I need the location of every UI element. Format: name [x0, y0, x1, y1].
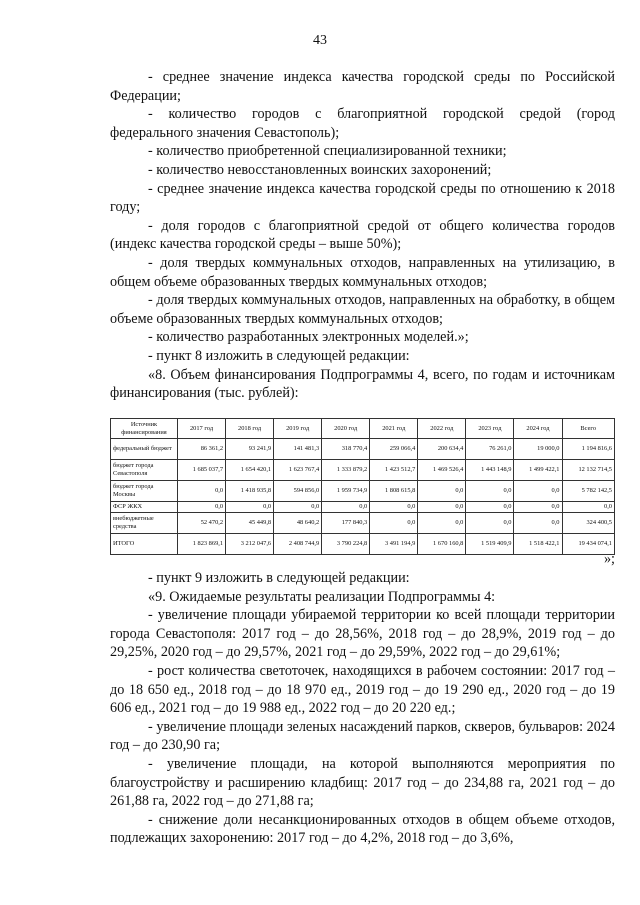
table-cell: 0,0 [178, 481, 226, 502]
table-cell: 1 808 615,8 [370, 481, 418, 502]
table-cell: 0,0 [370, 502, 418, 513]
table-cell: 1 333 879,2 [322, 460, 370, 481]
table-cell: 3 212 047,6 [226, 534, 274, 555]
financing-table [110, 418, 615, 555]
table-cell: 200 634,4 [418, 439, 466, 460]
table-cell: 19 434 074,1 [562, 534, 615, 555]
table-cell: 45 449,8 [226, 513, 274, 534]
paragraph: - рост количества светоточек, находящихся в рабочем состоянии: 2017 год – до 18 650 ед., 2018 год – до 18 970 ед., 2019 год – до 19 290 ед., 2020 год – до 19 606 ед., 2021 год – до 19 988 ед., 2022 год – до 20 220 ед.; [110, 662, 615, 717]
table-cell: 1 823 869,1 [178, 534, 226, 555]
paragraph: - доля твердых коммунальных отходов, направленных на обработку, в общем объеме образованных твердых коммунальных отходов; [110, 292, 615, 327]
table-cell: 3 491 194,9 [370, 534, 418, 555]
table-row-total [111, 534, 615, 555]
table-cell: 0,0 [466, 481, 514, 502]
table-cell: 0,0 [418, 513, 466, 534]
table-cell: 93 241,9 [226, 439, 274, 460]
table-cell: 52 470,2 [178, 513, 226, 534]
table-cell: 1 623 767,4 [274, 460, 322, 481]
table-cell: 1 499 422,1 [514, 460, 562, 481]
table-cell: 0,0 [418, 481, 466, 502]
table-cell: 141 481,3 [274, 439, 322, 460]
header-cell: 2019 год [274, 419, 322, 439]
table-cell: 0,0 [514, 481, 562, 502]
table-cell: 5 782 142,5 [562, 481, 615, 502]
table-row [111, 502, 615, 513]
table-row [111, 513, 615, 534]
table-cell: 0,0 [370, 513, 418, 534]
header-cell: 2020 год [322, 419, 370, 439]
table-cell: 594 856,0 [274, 481, 322, 502]
table-cell: 259 066,4 [370, 439, 418, 460]
table-cell: 0,0 [466, 513, 514, 534]
table-cell: 1 423 512,7 [370, 460, 418, 481]
table-cell: 3 790 224,8 [322, 534, 370, 555]
row-label: ИТОГО [111, 534, 178, 555]
table-cell: 0,0 [274, 502, 322, 513]
header-cell: 2021 год [370, 419, 418, 439]
paragraph: «8. Объем финансирования Подпрограммы 4, всего, по годам и источникам финансирования (тыс. рублей): [110, 366, 615, 402]
quote-end: »; [603, 551, 615, 567]
table-cell: 1 654 420,1 [226, 460, 274, 481]
table-cell: 324 400,5 [562, 513, 615, 534]
header-cell: Всего [562, 419, 615, 439]
header-cell: 2022 год [418, 419, 466, 439]
paragraph: - количество разработанных электронных моделей.»; [148, 329, 469, 346]
header-cell: 2024 год [514, 419, 562, 439]
paragraph: - увеличение площади зеленых насаждений парков, скверов, бульваров: 2024 год – до 230,90 га; [110, 718, 615, 754]
table-cell: 318 770,4 [322, 439, 370, 460]
table-cell: 0,0 [514, 513, 562, 534]
table-header-row [111, 419, 615, 439]
table-cell: 1 670 160,8 [418, 534, 466, 555]
paragraph: «9. Ожидаемые результаты реализации Подпрограммы 4: [148, 588, 496, 605]
paragraph: - количество невосстановленных воинских захоронений; [148, 161, 492, 178]
table-cell: 48 640,2 [274, 513, 322, 534]
table-cell: 0,0 [178, 502, 226, 513]
header-cell: 2018 год [226, 419, 274, 439]
paragraph: - среднее значение индекса качества городской среды по отношению к 2018 году; [110, 180, 615, 216]
header-cell: 2023 год [466, 419, 514, 439]
table-cell: 0,0 [226, 502, 274, 513]
table-cell: 1 685 037,7 [178, 460, 226, 481]
row-label: федеральный бюджет [111, 439, 178, 460]
text-block-top [110, 68, 615, 403]
table-cell: 177 840,3 [322, 513, 370, 534]
header-cell: 2017 год [178, 419, 226, 439]
paragraph: - пункт 8 изложить в следующей редакции: [148, 347, 410, 364]
table-cell: 1 418 935,8 [226, 481, 274, 502]
table-cell: 1 194 816,6 [562, 439, 615, 460]
table-row [111, 460, 615, 481]
page-number: 43 [313, 33, 327, 48]
text-block-bottom [110, 569, 615, 848]
paragraph: - количество городов с благоприятной городской средой (город федерального значения Севастополь); [110, 106, 615, 141]
paragraph: - снижение доли несанкционированных отходов в общем объеме отходов, подлежащих захоронению: 2017 год – до 4,2%, 2018 год – до 3,6%, [110, 811, 615, 847]
paragraph: - среднее значение индекса качества городской среды по Российской Федерации; [110, 69, 615, 104]
paragraph: - доля твердых коммунальных отходов, направленных на утилизацию, в общем объеме образованных твердых коммунальных отходов; [110, 254, 615, 290]
paragraph: - увеличение площади убираемой территории ко всей площади территории города Севастополя: 2017 год – до 28,56%, 2018 год – до 28,9%, 2019 год – до 29,25%, 2020 год – до 29,57%, 2021 год – до 29,59%, 2022 год – до 29,61%; [110, 607, 615, 661]
table-cell: 0,0 [466, 502, 514, 513]
table-cell: 76 261,0 [466, 439, 514, 460]
table-cell: 0,0 [514, 502, 562, 513]
table-cell: 0,0 [562, 502, 615, 513]
row-label: бюджет города Севастополя [111, 460, 178, 481]
paragraph: - количество приобретенной специализированной техники; [148, 143, 507, 160]
table-cell: 1 518 422,1 [514, 534, 562, 555]
row-label: бюджет города Москвы [111, 481, 178, 502]
table-cell: 0,0 [418, 502, 466, 513]
table-cell: 1 443 148,9 [466, 460, 514, 481]
table-cell: 1 959 734,9 [322, 481, 370, 502]
table-cell: 19 000,0 [514, 439, 562, 460]
table-cell: 1 519 409,9 [466, 534, 514, 555]
table-row [111, 481, 615, 502]
table-row [111, 439, 615, 460]
paragraph: - увеличение площади, на которой выполняются мероприятия по благоустройству и расширению кладбищ: 2017 год – до 234,88 га, 2021 год – до 261,88 га, 2022 год – до 271,88 га; [110, 755, 615, 810]
row-label: внебюджетные средства [111, 513, 178, 534]
table-cell: 0,0 [322, 502, 370, 513]
paragraph: - пункт 9 изложить в следующей редакции: [148, 570, 410, 586]
row-label: ФСР ЖКХ [111, 502, 178, 513]
paragraph: - доля городов с благоприятной средой от общего количества городов (индекс качества городской среды – выше 50%); [110, 217, 615, 253]
table-cell: 12 132 714,5 [562, 460, 615, 481]
table-cell: 2 408 744,9 [274, 534, 322, 555]
table-cell: 1 469 526,4 [418, 460, 466, 481]
header-cell: Источник финансирования [111, 419, 178, 439]
table-cell: 86 361,2 [178, 439, 226, 460]
